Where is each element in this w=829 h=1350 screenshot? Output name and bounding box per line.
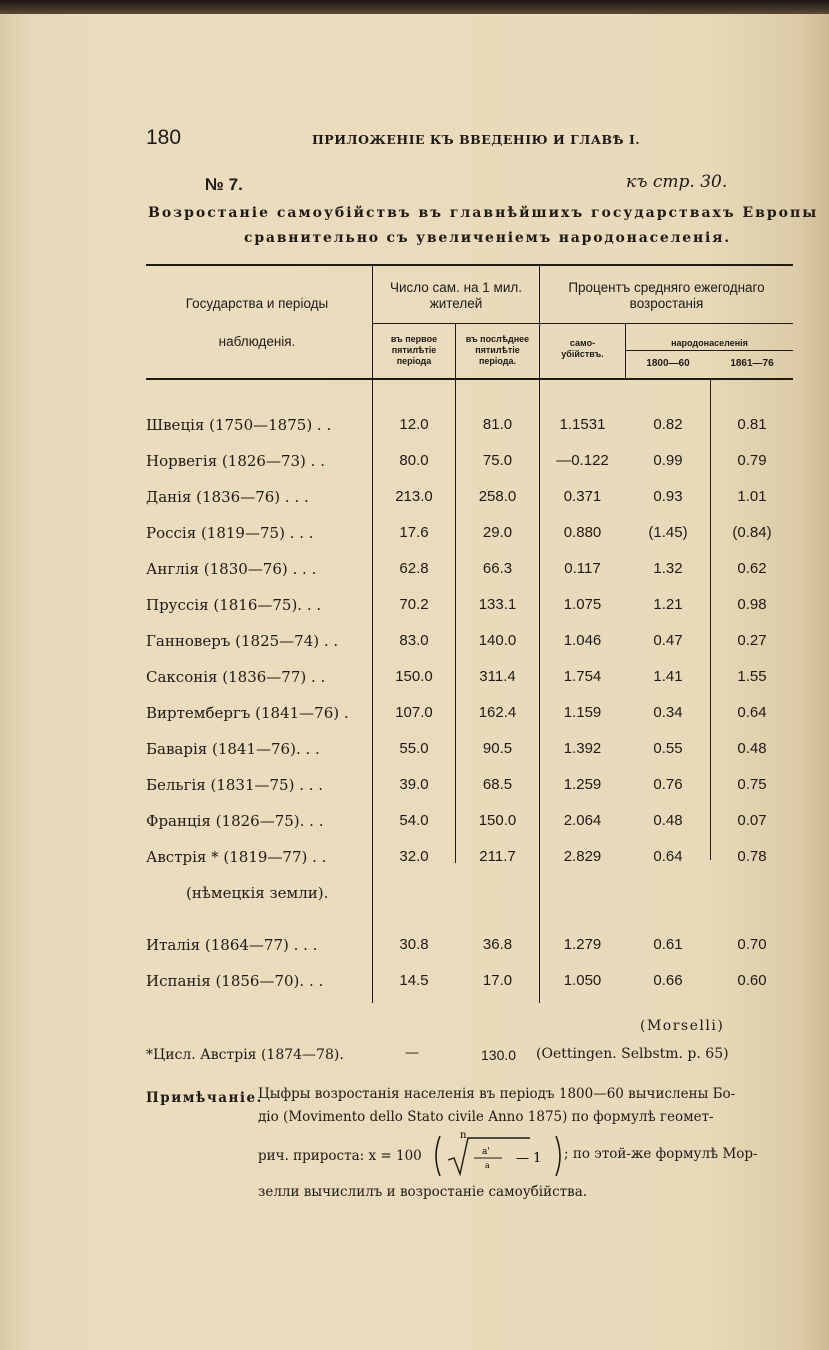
cell-last-period: 211.7 [479,848,516,865]
cell-pop-1861-76: 0.70 [737,936,767,953]
page-top-edge [0,0,829,14]
cell-first-period: 213.0 [395,488,433,505]
row-state-label: Баварія (1841—76). . . [146,740,320,758]
source-morselli: (Morselli) [640,1018,725,1034]
table-number: № 7. [205,175,243,194]
cell-suicide-growth: 1.046 [563,632,602,649]
cell-last-period: 90.5 [482,740,513,757]
page-reference: къ стр. 30. [626,172,728,192]
cell-pop-1800-60: 0.48 [653,812,683,829]
cell-last-period: 162.4 [478,704,517,721]
table-title-line-2: сравнительно съ увеличеніемъ народонаселенія. [244,230,731,246]
cell-pop-1800-60: 0.47 [653,632,683,649]
cell-first-period: 62.8 [399,560,429,577]
austria-footnote-label: *Цисл. Австрія (1874—78). [146,1047,344,1063]
header-pop-1861-label: 1861—76 [730,358,774,369]
cell-suicide-growth: 1.279 [563,936,602,953]
cell-last-period: 66.3 [482,560,513,577]
row-state-label: Ганноверъ (1825—74) . . [146,632,339,650]
cell-pop-1800-60: 1.32 [653,560,683,577]
header-percent-line-1: Процентъ средняго ежегоднаго [568,280,765,295]
cell-pop-1861-76: 0.27 [737,632,767,649]
cell-pop-1800-60: 0.55 [653,740,683,757]
note-line-3-suffix: ; по этой-же формулѣ Мор- [564,1146,758,1162]
population-underline [626,350,793,351]
header-percent-line-2: возростанія [629,296,704,311]
cell-suicide-growth: 1.259 [563,776,602,793]
formula-root-index: n [460,1130,467,1141]
row-state-label: Англія (1830—76) . . . [146,560,317,578]
cell-pop-1861-76: 0.98 [737,596,767,613]
note-line-2: діо (Movimento dello Stato civile Anno 1875) по формулѣ геомет- [258,1109,714,1125]
source-oettingen: (Oettingen. Selbstm. p. 65) [536,1046,729,1062]
cell-last-period: 17.0 [482,972,513,989]
header-suicides-2: убійствъ. [561,349,604,359]
header-count-line-1: Число сам. на 1 мил. [389,280,523,295]
cell-pop-1800-60: 1.21 [653,596,683,613]
table-top-rule [146,264,793,266]
left-paren-icon [436,1136,440,1176]
cell-first-period: 32.0 [399,848,429,865]
cell-last-period: 81.0 [482,416,513,433]
cell-first-period: 17.6 [399,524,429,541]
cell-last-period: 258.0 [478,488,517,505]
row-state-label: Швеція (1750—1875) . . [146,416,332,434]
header-mid-rule [372,323,793,324]
header-first-period [373,334,455,367]
cell-pop-1800-60: 0.82 [653,416,683,433]
cell-pop-1800-60: 0.76 [653,776,683,793]
cell-suicide-growth: 1.1531 [559,416,606,433]
row-state-label: (нѣмецкія земли). [186,884,329,902]
header-first-period-2: пятилѣтіе [391,345,437,355]
header-last-period-2: пятилѣтіе [475,345,520,355]
formula-denominator: a [485,1161,490,1170]
cell-last-period: 36.8 [482,936,513,953]
cell-pop-1861-76: 0.60 [737,972,767,989]
cell-suicide-growth: 2.064 [563,812,602,829]
cell-pop-1861-76: 1.55 [737,668,767,685]
cell-suicide-growth: 1.075 [563,596,602,613]
austria-footnote-dash: — [405,1045,419,1061]
formula-minus-one: — 1 [516,1151,542,1166]
header-count-line-2: жителей [429,296,483,311]
row-state-label: Франція (1826—75). . . [146,812,324,830]
cell-pop-1861-76: 0.07 [737,812,767,829]
cell-last-period: 133.1 [478,596,517,613]
cell-first-period: 39.0 [399,776,429,793]
cell-pop-1800-60: (1.45) [648,524,688,541]
cell-suicide-growth: —0.122 [556,452,609,469]
row-state-label: Пруссія (1816—75). . . [146,596,322,614]
header-first-period-3: періода [396,356,432,366]
cell-suicide-growth: 1.392 [563,740,602,757]
cell-first-period: 55.0 [399,740,429,757]
cell-pop-1861-76: 0.78 [737,848,767,865]
cell-suicide-growth: 0.880 [563,524,602,541]
running-head: ПРИЛОЖЕНІЕ КЪ ВВЕДЕНІЮ И ГЛАВѢ I. [312,132,641,147]
cell-suicide-growth: 1.050 [563,972,602,989]
header-pop-1861 [711,358,793,369]
cell-pop-1800-60: 0.34 [653,704,683,721]
cell-suicide-growth: 1.159 [563,704,602,721]
cell-suicide-growth: 0.371 [563,488,602,505]
header-states [146,296,368,312]
header-bottom-rule [146,378,793,380]
cell-first-period: 14.5 [399,972,429,989]
cell-pop-1800-60: 0.93 [653,488,683,505]
formula-numerator: a' [482,1147,490,1157]
cell-first-period: 70.2 [399,596,429,613]
note-line-4: зелли вычислилъ и возростаніе самоубійства. [258,1184,588,1200]
row-state-label: Австрія * (1819—77) . . [146,848,327,866]
header-last-period-1: въ послѣднее [465,334,530,344]
header-percent [540,280,793,312]
cell-first-period: 80.0 [399,452,429,469]
cell-pop-1800-60: 0.64 [653,848,683,865]
row-state-label: Виртембергъ (1841—76) . [146,704,349,722]
header-suicides [540,338,625,360]
page-number: 180 [146,126,182,149]
cell-suicide-growth: 2.829 [563,848,602,865]
header-states-line-2: наблюденія. [218,334,296,349]
cell-pop-1861-76: 0.64 [737,704,767,721]
row-state-label: Бельгія (1831—75) . . . [146,776,324,794]
header-first-period-1: въ первое [390,334,438,344]
header-population [626,338,793,349]
cell-first-period: 30.8 [399,936,429,953]
cell-first-period: 83.0 [399,632,429,649]
austria-footnote-value: 130.0 [481,1047,517,1063]
note-line-1: Цыфры возростанія населенія въ періодъ 1800—60 вычислены Бо- [258,1086,736,1102]
row-state-label: Саксонія (1836—77) . . [146,668,326,686]
header-states-line-1: Государства и періоды [185,296,329,311]
row-state-label: Италія (1864—77) . . . [146,936,318,954]
note-line-3-prefix: рич. прироста: x = 100 [258,1148,422,1164]
header-last-period [456,334,539,367]
cell-last-period: 68.5 [482,776,513,793]
cell-pop-1861-76: 0.75 [737,776,767,793]
header-pop-1800-label: 1800—60 [646,358,690,369]
right-paren-icon [556,1136,560,1176]
cell-suicide-growth: 1.754 [563,668,602,685]
cell-last-period: 150.0 [478,812,517,829]
header-population-label: народонаселенія [671,338,748,348]
cell-pop-1861-76: 0.81 [737,416,767,433]
row-state-label: Испанія (1856—70). . . [146,972,324,990]
cell-pop-1800-60: 0.61 [653,936,683,953]
cell-suicide-growth: 0.117 [564,560,601,577]
header-suicides-1: само- [569,338,596,348]
header-states-2 [146,334,368,350]
row-state-label: Россія (1819—75) . . . [146,524,314,542]
cell-first-period: 12.0 [399,416,429,433]
cell-pop-1861-76: 0.62 [737,560,767,577]
cell-first-period: 150.0 [395,668,433,685]
table-title-line-1: Возростаніе самоубійствъ въ главнѣйшихъ государствахъ Европы [148,205,819,221]
cell-first-period: 107.0 [395,704,433,721]
cell-last-period: 311.4 [479,668,516,685]
header-count [373,280,539,312]
header-last-period-3: періода. [478,356,517,366]
note-line-3 [258,1148,422,1164]
cell-last-period: 29.0 [482,524,513,541]
row-state-label: Данія (1836—76) . . . [146,488,309,506]
cell-pop-1800-60: 0.99 [653,452,683,469]
cell-last-period: 75.0 [482,452,513,469]
formula-radical [430,1130,570,1182]
note-label: Примѣчаніе. [146,1090,263,1106]
cell-pop-1861-76: 0.48 [737,740,767,757]
column-divider-4 [625,323,626,378]
cell-pop-1800-60: 1.41 [653,668,683,685]
header-pop-1800 [626,358,710,369]
cell-pop-1861-76: (0.84) [732,524,772,541]
cell-pop-1861-76: 1.01 [737,488,767,505]
cell-pop-1861-76: 0.79 [737,452,767,469]
cell-first-period: 54.0 [399,812,429,829]
cell-last-period: 140.0 [478,632,517,649]
row-state-label: Норвегія (1826—73) . . [146,452,325,470]
cell-pop-1800-60: 0.66 [653,972,683,989]
